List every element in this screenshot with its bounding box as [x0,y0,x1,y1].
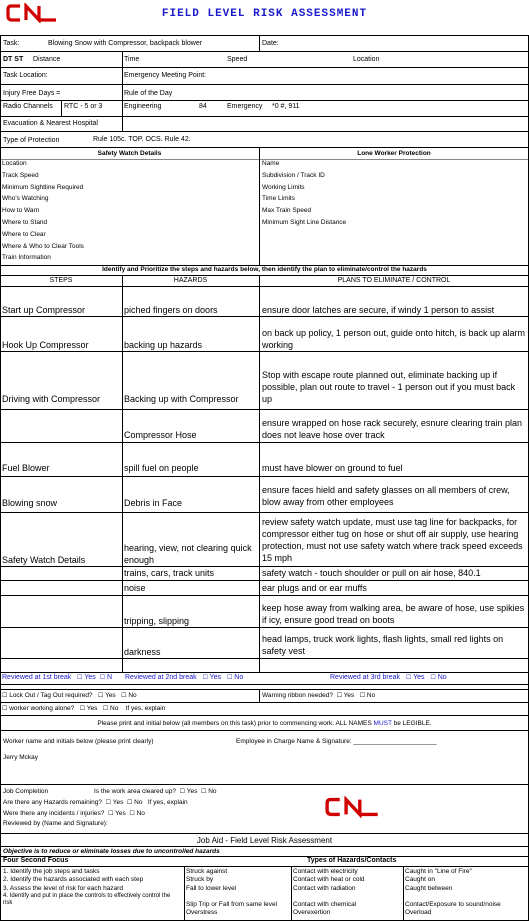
date-label: Date: [262,40,279,47]
list-item: Minimum Sightline Required [2,183,84,191]
emergency-value: *0 #, 911 [272,103,300,110]
list-item: Slip Trip or Fall from same level [186,901,278,909]
review-first[interactable]: Reviewed at 1st break ☐ Yes ☐ N [2,674,113,681]
row2-step: Hook Up Compressor [2,340,89,350]
four-second-list [3,868,183,908]
page-title: FIELD LEVEL RISK ASSESSMENT [161,8,368,20]
row4-hazard: Compressor Hose [124,430,197,440]
incidents-question[interactable]: Were there any incidents / injuries? ☐ Yes ☐ No [3,810,145,817]
row6-hazard: Debris in Face [124,498,183,508]
row4-plan: ensure wrapped on hose rack securely, esnure clearing train plan does not leave hose over track [262,418,522,440]
injury-free-label: Injury Free Days = [3,90,61,97]
list-item: Minimum Sight Line Distance [262,218,347,226]
list-item: Working Limits [262,183,305,191]
list-item: 2. Identify the hazards associated with each step [3,876,144,884]
protection-label: Type of Protection [3,137,60,144]
list-item: Where to Clear [2,230,46,238]
list-item: Location [2,160,27,167]
list-item: Fall to lower level [186,884,237,892]
row3-step: Driving with Compressor [2,394,101,404]
list-item: Overexertion [293,909,331,917]
safety-watch-title: Safety Watch Details [97,150,162,157]
rule-of-day-label: Rule of the Day [124,90,173,97]
list-item: Who's Watching [2,195,49,203]
list-item: Caught between [405,884,453,892]
row8-hazard: trains, cars, track units [124,568,215,578]
row8-plan: safety watch - touch shoulder or pull on air hose, 840.1 [262,568,481,578]
row7-hazard: hearing, view, not clearing quick enough [124,543,252,565]
row11-hazard: darkness [124,647,161,657]
list-item: Time Limits [262,195,295,203]
list-item: Name [262,160,280,167]
four-second-title: Four Second Focus [3,857,69,864]
list-item: Contact with electricity [293,868,358,875]
list-item: Train Information [2,254,51,262]
hazard-types-col3 [405,868,501,918]
engineering-value: 84 [199,103,207,110]
col-plans: PLANS TO ELIMINATE / CONTROL [337,277,451,284]
row6-step: Blowing snow [2,498,58,508]
time-label: Time [124,56,140,63]
row1-hazard: piched fingers on doors [124,305,218,315]
list-item: Contact/Exposure to sound/noise [405,901,501,909]
identify-title: Identify and Prioritize the steps and hazards below, then identify the plan to eliminate/control the hazards [102,266,427,273]
reviewed-by-label: Reviewed by (Name and Signature): [3,820,108,827]
col-hazards: HAZARDS [173,277,208,284]
job-completion-label: Job Completion [3,788,49,795]
engineering-label: Engineering [124,103,162,110]
row3-hazard: Backing up with Compressor [124,394,239,404]
work-area-cleared-question[interactable]: Is the work area cleared up? ☐ Yes ☐ No [94,788,217,795]
dtst-label: DT ST [3,56,24,63]
list-item: Contact with heat or cold [293,876,365,884]
list-item: Caught on [405,876,435,884]
radio-channels-label: Radio Channels [3,103,53,110]
row1-step: Start up Compressor [2,305,86,315]
row5-hazard: spill fuel on people [124,463,199,473]
row9-plan: ear plugs and or ear muffs [262,583,367,593]
list-item [186,893,277,901]
protection-value: Rule 105c. TOP. OCS. Rule 42. [93,136,191,143]
task-label: Task: [3,40,20,47]
list-item [405,893,501,901]
row6-plan: ensure faces hield and safety glasses on all members of crew, blow away from other employees [262,485,510,507]
row10-plan: keep hose away from walking area, be aware of hose, use spikies if icy, ensure good tread on boots [262,603,525,625]
list-item: Max Train Speed [262,207,312,215]
types-title: Types of Hazards/Contacts [307,857,397,864]
location-label: Location [353,56,380,63]
employee-charge-label: Employee in Charge Name & Signature: _______________________ [236,738,437,745]
cn-logo-bottom [325,796,383,818]
list-item: 1. Identify the job steps and tasks [3,868,100,875]
list-item: Subdivision / Track ID [262,171,325,179]
job-aid-title: Job Aid - Field Level Risk Assessment [196,836,333,845]
radio-value: RTC - 5 or 3 [64,103,103,110]
hazards-remaining-question[interactable]: Are there any Hazards remaining? ☐ Yes ☐ No If yes, explain [3,799,188,806]
worker-name-label: Worker name and initials below (please print clearly) [3,738,154,745]
lone-worker-title: Lone Worker Protection [357,150,431,157]
row5-step: Fuel Blower [2,463,50,473]
hazard-types-col1 [186,868,277,918]
task-location-label: Task Location: [3,72,48,79]
row11-plan: head lamps, truck work lights, flash lights, small red lights on safety vest [262,634,504,656]
hazard-types-col2 [293,868,365,918]
warning-ribbon-question[interactable]: Warning ribbon needed? ☐ Yes ☐ No [262,692,376,699]
list-item: Track Speed [2,171,39,179]
list-item: 3. Assess the level of risk for each hazard [3,884,123,892]
list-item: Contact with radiation [293,884,356,892]
list-item: Contact with chemical [293,901,357,909]
list-item [293,893,365,901]
distance-label: Distance [33,56,61,63]
list-item: Where & Who to Clear Tools [2,242,84,250]
emergency-label: Emergency [227,103,263,110]
job-aid-objective: Objective is to reduce or eliminate losses due to uncontrolled hazards [3,848,220,855]
list-item: Struck against [186,868,228,875]
row5-plan: must have blower on ground to fuel [262,463,403,473]
row2-plan: on back up policy, 1 person out, guide onto hitch, is back up alarm working [262,328,525,350]
safety-watch-list [2,160,84,266]
review-second[interactable]: Reviewed at 2nd break ☐ Yes ☐ No [125,674,244,681]
row1-plan: ensure door latches are secure, if windy 1 person to assist [262,305,495,315]
row3-plan: Stop with escape route planned out, eliminate backing up if possible, plan out route to travel - 1 person out if you must back up [262,370,516,404]
row7-plan: review safety watch update, must use tag line for backpacks, for compressor either tug on hose or shut off air supply, use hearing protection, must not use safety watch where track speed exceeds 15 mph [262,517,523,563]
list-item: Overload [405,909,432,917]
list-item: How to Warn [2,207,40,215]
list-item: Struck by [186,876,214,884]
lone-worker-list [262,160,346,231]
row10-hazard: tripping, slipping [124,616,190,626]
row7-step: Safety Watch Details [2,555,86,565]
col-steps: STEPS [49,277,73,284]
evacuation-label: Evacuation & Nearest Hospital [3,120,98,127]
lock-out-question[interactable]: ☐ Lock Out / Tag Out required? ☐ Yes ☐ No [2,692,137,699]
row2-hazard: backing up hazards [124,340,203,350]
worker-name-1[interactable]: Jerry Mckay [3,754,39,761]
review-third[interactable]: Reviewed at 3rd break ☐ Yes ☐ No [330,674,447,681]
list-item: 4. Identify and put in place the controls to effectively control the risk [3,892,171,907]
list-item: Overstress [186,909,218,917]
row9-hazard: noise [124,583,146,593]
emergency-meeting-label: Emergency Meeting Point: [124,72,207,79]
worker-alone-question[interactable]: ☐ worker working alone? ☐ Yes ☐ No If yes, explain [2,705,166,712]
list-item: Where to Stand [2,218,48,226]
print-initial-note: Please print and initial below (all members on this task) prior to commencing work. ALL NAMES MUST be LEGIBLE. [97,720,432,727]
speed-label: Speed [227,56,248,63]
list-item: Caught in "Line of Fire" [405,868,472,875]
task-value[interactable]: Blowing Snow with Compressor, backpack blower [48,40,203,47]
